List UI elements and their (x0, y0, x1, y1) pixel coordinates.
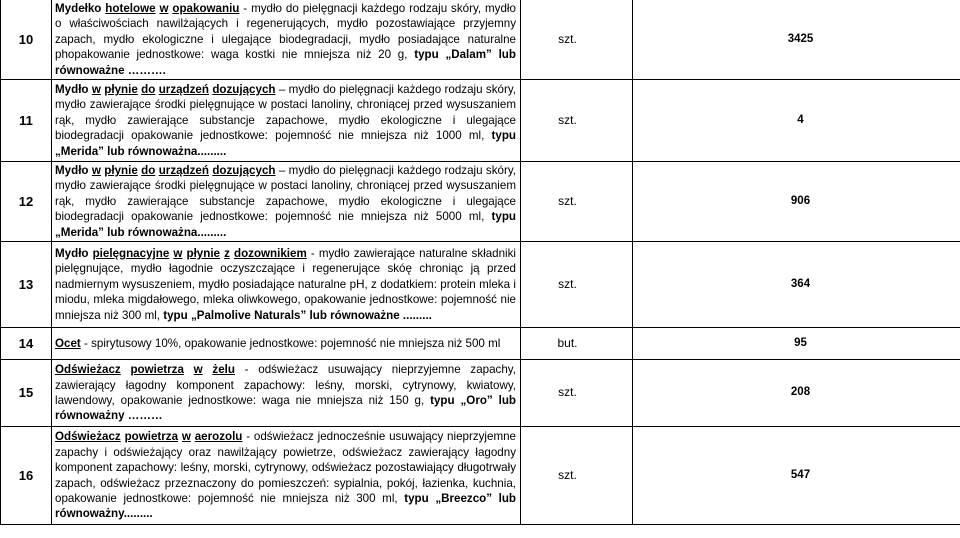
product-name (55, 430, 242, 443)
product-name-part: w (173, 247, 183, 261)
product-type-label: typu (430, 394, 455, 408)
table-row (1, 242, 960, 328)
product-name (55, 247, 307, 260)
product-name-part: urządzeń (158, 83, 209, 97)
table-row (1, 80, 960, 162)
product-type-label: typu (414, 48, 439, 62)
row-number: 13 (1, 242, 52, 328)
product-name (55, 337, 81, 350)
product-name (55, 164, 275, 177)
product-name-part: do (141, 164, 156, 178)
product-name-part: Mydło (55, 83, 89, 97)
product-description (52, 162, 521, 242)
row-number: 15 (1, 360, 52, 427)
product-name (55, 2, 239, 15)
product-type-label: typu (491, 210, 516, 224)
row-number: 11 (1, 80, 52, 162)
product-name-part: Ocet (55, 336, 81, 350)
product-type-name: „Merida” lub równoważna......... (55, 144, 227, 158)
product-name-part: pielęgnacyjne (92, 247, 170, 261)
product-type-label: typu (491, 129, 516, 143)
table-row (1, 360, 960, 427)
product-type-name: „Oro” lub równoważny ……… (55, 394, 516, 423)
product-type-label: typu (163, 308, 188, 322)
product-name-part: płynie (186, 247, 221, 261)
product-name-part: żelu (212, 363, 235, 377)
product-spec: - odświeżacz jednocześnie usuwający nieprzyjemne zapachy i odświeżający oraz nawilżający powietrze, odświeżacz zawierający łagodny komponent zapachowy: leśny, morski, cytrynowy, odświeżacz pozostawiający długotrwały zapach, odświeżacz przeznaczony do pomieszczeń: sypialnia, pokój, łazienka, kuchnia, opakowanie jednostkowe: pojemność nie mniejsza niż 300 ml, (55, 430, 517, 505)
product-type-name: „Merida” lub równoważna......... (55, 225, 227, 239)
product-spec: - spirytusowy 10%, opakowanie jednostkowe: pojemność nie mniejsza niż 500 ml (80, 336, 501, 350)
table-row (1, 427, 960, 525)
product-name-part: Mydełko (55, 2, 102, 15)
product-type-name: „Dalam” lub równoważne ………. (55, 48, 516, 77)
product-name-part: powietrza (124, 430, 179, 444)
table-row (1, 0, 960, 80)
unit-cell: szt. (521, 0, 633, 80)
product-spec: - odświeżacz usuwający nieprzyjemne zapachy, zawierający łagodny komponent zapachowy: leśny, morski, cytrynowy, kwiatowy, lawendowy, opakowanie jednostkowe: waga nie mniejsza niż 150 g, (55, 363, 516, 408)
product-name (55, 363, 235, 376)
product-description (52, 80, 521, 162)
unit-cell: szt. (521, 360, 633, 427)
product-name-part: do (141, 83, 156, 97)
quantity-cell: 364 (633, 242, 960, 328)
product-description (52, 242, 521, 328)
product-spec: – mydło do pielęgnacji każdego rodzaju skóry, mydło zawierające środki pielęgnujące w postaci lanoliny, chroniącej przed wysuszaniem rąk, mydło zawierające substancje zapachowe, mydło ekologiczne i ulegające biodegradacji opakowanie jednostkowe: pojemność nie mniejsza niż 1000 ml, (55, 83, 516, 143)
unit-cell: szt. (521, 80, 633, 162)
product-name-part: dozujących (212, 83, 276, 97)
product-name-part: aerozolu (194, 430, 243, 444)
product-name-part: w (193, 363, 203, 377)
quantity-cell: 906 (633, 162, 960, 242)
quantity-cell: 95 (633, 328, 960, 360)
unit-cell: szt. (521, 427, 633, 525)
product-name-part: w (181, 430, 191, 444)
row-number: 12 (1, 162, 52, 242)
product-table-body (1, 0, 960, 525)
quantity-cell: 4 (633, 80, 960, 162)
row-number: 14 (1, 328, 52, 360)
product-description (52, 360, 521, 427)
row-number: 10 (1, 0, 52, 80)
product-name-part: Mydło (55, 247, 89, 261)
product-name-part: powietrza (130, 363, 184, 377)
product-spec: - mydło zawierające naturalne składniki pielęgnujące, mydło łagodnie oczyszczające i regenerujące skóę chroniąc ją przed nadmiernym wysuszeniem, mydło posiadające naturalne pH, z dodatkiem: protein mleka i miodu, mleka migdałowego, mleka oliwkowego, opakowanie jednostkowe: pojemność nie mniejsza niż 300 ml, (55, 247, 517, 322)
product-description (52, 328, 521, 360)
unit-cell: but. (521, 328, 633, 360)
product-name-part: urządzeń (158, 164, 209, 178)
product-spec: - mydło do pielęgnacji każdego rodzaju skóry, mydło o właściwościach nawilżających i regenerujących, mydło pozostawiające przyjemny zapach, mydło ekologiczne i ulegające biodegradacji, mydło posiadające naturalne phopakowanie jednostkowe: waga kostki nie mniejsza niż 20 g, (55, 2, 516, 62)
unit-cell: szt. (521, 242, 633, 328)
product-name-part: w (91, 83, 101, 97)
product-name (55, 83, 275, 96)
product-name-part: opakowaniu (172, 2, 240, 15)
quantity-cell: 547 (633, 427, 960, 525)
product-type-name: „Palmolive Naturals” lub równoważne ......... (187, 308, 432, 322)
product-name-part (184, 363, 194, 376)
product-name-part: dozujących (212, 164, 276, 178)
product-name-part: w (91, 164, 101, 178)
product-type-label: typu (404, 491, 429, 505)
product-description (52, 0, 521, 80)
unit-cell: szt. (521, 162, 633, 242)
product-name-part: Odświeżacz (55, 430, 121, 444)
quantity-cell: 3425 (633, 0, 960, 80)
table-row (1, 162, 960, 242)
quantity-cell: 208 (633, 360, 960, 427)
product-name-part: w (159, 2, 169, 15)
product-name-part: hotelowe (105, 2, 156, 15)
product-name-part: płynie (104, 83, 138, 97)
product-name-part: Mydło (55, 164, 89, 178)
product-type-name: „Breezco” lub równoważny......... (55, 491, 516, 521)
product-name-part: z (224, 247, 230, 261)
product-name-part: Odświeżacz (55, 363, 121, 377)
product-name-part (203, 363, 213, 376)
product-name-part: dozownikiem (234, 247, 307, 261)
product-name-part: płynie (104, 164, 138, 178)
product-name-part (121, 363, 131, 376)
product-description (52, 427, 521, 525)
row-number: 16 (1, 427, 52, 525)
table-row (1, 328, 960, 360)
product-spec: – mydło do pielęgnacji każdego rodzaju skóry, mydło zawierające środki pielęgnujące w postaci lanoliny, chroniącej przed wysuszaniem rąk, mydło zawierające substancje zapachowe, mydło ekologiczne i ulegające biodegradacji opakowanie jednostkowe: pojemność nie mniejsza niż 5000 ml, (55, 164, 516, 224)
